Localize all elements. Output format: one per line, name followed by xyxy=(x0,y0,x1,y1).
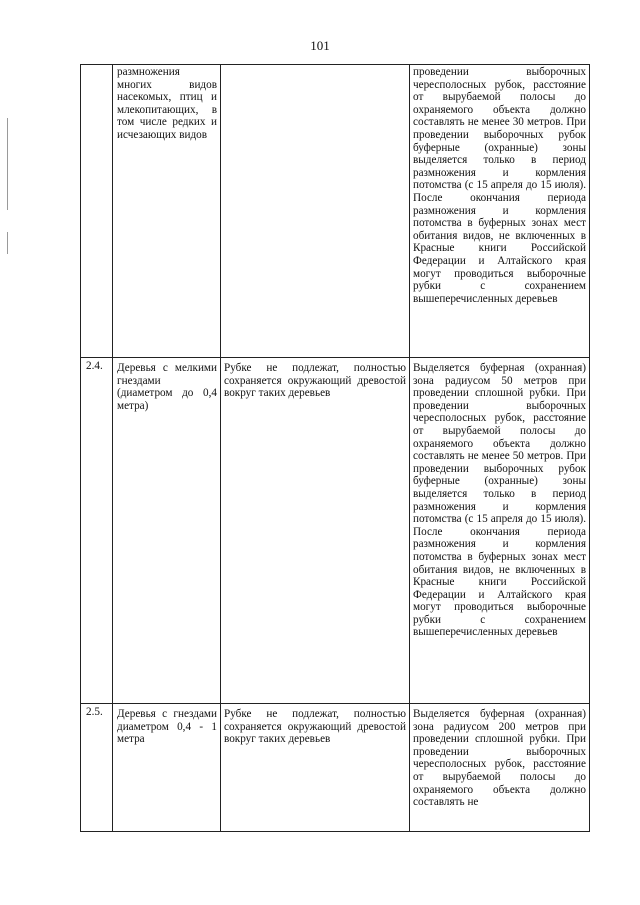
table-row xyxy=(81,704,590,832)
row-number-cell: 2.4. xyxy=(81,358,113,704)
table-row xyxy=(81,358,590,704)
buffer-zone-cell: Выделяется буферная (охранная) зона радиусом 200 метров при проведении сплошной рубки. При проведении выборочных чересполосных рубок, расстояние от вырубаемой полосы до охраняемого объекта должно составлять не xyxy=(410,704,590,832)
object-name-cell: размножения многих видов насекомых, птиц и млекопитающих, в том числе редких и исчезающих видов xyxy=(113,65,221,358)
page-number: 101 xyxy=(310,38,330,53)
row-number-cell xyxy=(81,65,113,358)
scan-margin-mark xyxy=(7,232,8,254)
row-number-cell: 2.5. xyxy=(81,704,113,832)
harvest-rule-cell xyxy=(221,65,410,358)
object-name-cell: Деревья с мелкими гнездами (диаметром до 0,4 метра) xyxy=(113,358,221,704)
scan-margin-mark xyxy=(7,118,8,210)
harvest-rule-cell: Рубке не подлежат, полностью сохраняется окружающий древостой вокруг таких деревьев xyxy=(221,704,410,832)
regulation-table xyxy=(80,64,590,832)
object-name-cell: Деревья с гнездами диаметром 0,4 - 1 метра xyxy=(113,704,221,832)
buffer-zone-cell: проведении выборочных чересполосных рубок, расстояние от вырубаемой полосы до охраняемого объекта должно составлять не менее 30 метров. При проведении выборочных рубок буферные (охранные) зоны выделяется только в период размножения и кормления потомства (с 15 апреля до 15 июля). После окончания периода размножения и кормления потомства в буферных зонах мест обитания видов, не включенных в Красные книги Российской Федерации и Алтайского края могут проводиться выборочные рубки с сохранением вышеперечисленных деревьев xyxy=(410,65,590,358)
buffer-zone-cell: Выделяется буферная (охранная) зона радиусом 50 метров при проведении сплошной рубки. При проведении выборочных чересполосных рубок, расстояние от вырубаемой полосы до охраняемого объекта должно составлять не менее 50 метров. При проведении выборочных рубок буферные (охранные) зоны выделяется только в период размножения и кормления потомства (с 15 апреля до 15 июля). После окончания периода размножения и кормления потомства в буферных зонах мест обитания видов, не включенных в Красные книги Российской Федерации и Алтайского края могут проводиться выборочные рубки с сохранением вышеперечисленных деревьев xyxy=(410,358,590,704)
table-row xyxy=(81,65,590,358)
harvest-rule-cell: Рубке не подлежат, полностью сохраняется окружающий древостой вокруг таких деревьев xyxy=(221,358,410,704)
